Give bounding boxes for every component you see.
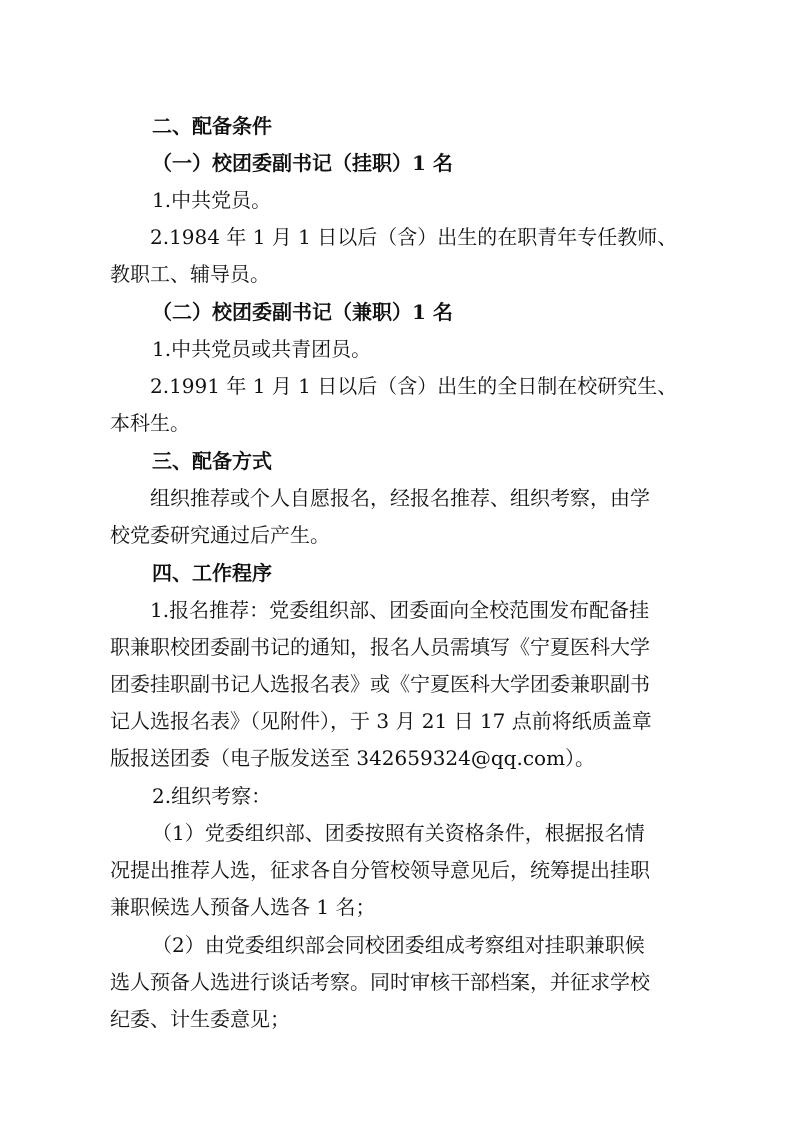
item2-sub1-line2: 况提出推荐人选，征求各自分管校领导意见后，统筹提出挂职 bbox=[110, 858, 650, 882]
section3-heading: 三、配备方式 bbox=[152, 449, 272, 473]
sub2-item2-line1: 2.1991 年 1 月 1 日以后（含）出生的全日制在校研究生、 bbox=[150, 374, 678, 398]
item2-sub2-line3: 纪委、计生委意见； bbox=[110, 1007, 290, 1031]
section4-item2-heading: 2.组织考察： bbox=[152, 784, 272, 808]
item2-sub2-line1: （2）由党委组织部会同校团委组成考察组对挂职兼职候 bbox=[152, 933, 645, 957]
section4-item1-line5: 版报送团委（电子版发送至 342659324@qq.com）。 bbox=[110, 746, 596, 770]
section4-item1-line2: 职兼职校团委副书记的通知，报名人员需填写《宁夏医科大学 bbox=[110, 635, 650, 659]
section4-heading: 四、工作程序 bbox=[152, 561, 272, 585]
section4-item1-line4: 记人选报名表》（见附件），于 3 月 21 日 17 点前将纸质盖章 bbox=[110, 709, 652, 733]
section4-item1-line3: 团委挂职副书记人选报名表》或《宁夏医科大学团委兼职副书 bbox=[110, 672, 650, 696]
item2-sub2-line2: 选人预备人选进行谈话考察。同时审核干部档案，并征求学校 bbox=[110, 970, 650, 994]
section4-item1-line1: 1.报名推荐：党委组织部、团委面向全校范围发布配备挂 bbox=[150, 598, 650, 622]
item2-sub1-line3: 兼职候选人预备人选各 1 名； bbox=[110, 895, 376, 919]
sub2-heading: （二）校团委副书记（兼职）1 名 bbox=[152, 300, 453, 324]
item2-sub1-line1: （1）党委组织部、团委按照有关资格条件，根据报名情 bbox=[152, 821, 645, 845]
section2-heading: 二、配备条件 bbox=[152, 114, 272, 138]
sub2-item1: 1.中共党员或共青团员。 bbox=[152, 337, 372, 361]
sub1-item2-line2: 教职工、辅导员。 bbox=[110, 262, 270, 286]
sub2-item2-line2: 本科生。 bbox=[110, 411, 190, 435]
sub1-item2-line1: 2.1984 年 1 月 1 日以后（含）出生的在职青年专任教师、 bbox=[150, 225, 678, 249]
sub1-item1: 1.中共党员。 bbox=[152, 188, 272, 212]
section3-para-line2: 校党委研究通过后产生。 bbox=[110, 523, 330, 547]
section3-para-line1: 组织推荐或个人自愿报名，经报名推荐、组织考察，由学 bbox=[150, 486, 650, 510]
sub1-heading: （一）校团委副书记（挂职）1 名 bbox=[152, 151, 453, 175]
